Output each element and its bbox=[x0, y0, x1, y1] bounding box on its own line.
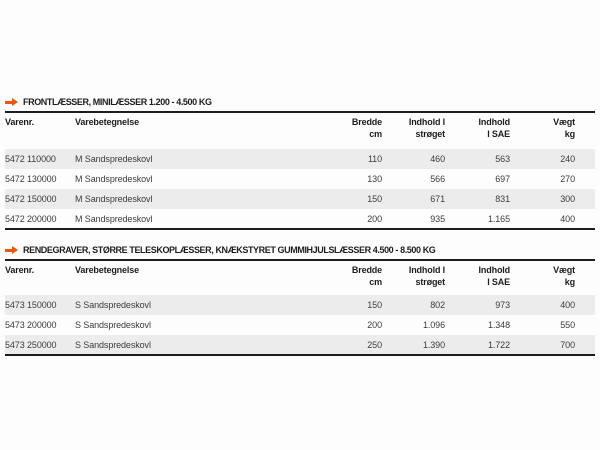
cell-vaegt: 550 bbox=[560, 320, 575, 330]
cell-varenr: 5472 110000 bbox=[5, 154, 56, 164]
arrow-right-icon bbox=[5, 246, 18, 255]
cell-indhold-sae: 1.348 bbox=[487, 320, 510, 330]
section-frontlaesser bbox=[5, 96, 595, 230]
cell-varebetegnelse: M Sandspredeskovl bbox=[75, 154, 153, 164]
cell-varebetegnelse: M Sandspredeskovl bbox=[75, 194, 153, 204]
cell-varenr: 5472 150000 bbox=[5, 194, 57, 204]
cell-indhold-sae: 563 bbox=[495, 154, 510, 164]
cell-varebetegnelse: S Sandspredeskovl bbox=[75, 320, 151, 330]
cell-indhold-stroget: 935 bbox=[430, 213, 445, 224]
cell-bredde: 200 bbox=[367, 320, 382, 330]
cell-varenr: 5473 200000 bbox=[5, 320, 57, 330]
cell-indhold-sae: 831 bbox=[495, 194, 510, 204]
col-header-indhold-sae: Indhold l SAE bbox=[478, 117, 510, 139]
cell-varebetegnelse: M Sandspredeskovl bbox=[75, 213, 153, 224]
cell-vaegt: 400 bbox=[560, 213, 575, 224]
cell-indhold-stroget: 460 bbox=[430, 154, 445, 164]
cell-indhold-stroget: 802 bbox=[430, 300, 445, 310]
table-header-row bbox=[5, 260, 595, 295]
table-row bbox=[5, 189, 595, 209]
table-body bbox=[5, 149, 595, 229]
col-header-varenr: Varenr. bbox=[5, 265, 34, 275]
col-header-indhold-sae: Indhold l SAE bbox=[478, 265, 510, 287]
cell-varenr: 5473 250000 bbox=[5, 339, 57, 350]
cell-varenr: 5473 150000 bbox=[5, 300, 57, 310]
table-row bbox=[5, 295, 595, 315]
section-title-text: FRONTLÆSSER, MINILÆSSER 1.200 - 4.500 KG bbox=[23, 97, 212, 107]
section-rendegraver bbox=[5, 244, 595, 356]
table-body bbox=[5, 295, 595, 355]
cell-vaegt: 240 bbox=[560, 154, 575, 164]
cell-indhold-stroget: 671 bbox=[430, 194, 445, 204]
cell-bredde: 110 bbox=[367, 154, 382, 164]
product-table-frontlaesser bbox=[5, 111, 595, 230]
cell-indhold-stroget: 1.390 bbox=[422, 339, 445, 350]
cell-varebetegnelse: S Sandspredeskovl bbox=[75, 300, 151, 310]
cell-vaegt: 300 bbox=[560, 194, 575, 204]
col-header-bredde: Bredde cm bbox=[351, 117, 382, 139]
cell-bredde: 130 bbox=[367, 174, 382, 184]
cell-bredde: 150 bbox=[367, 300, 382, 310]
table-row bbox=[5, 315, 595, 335]
cell-bredde: 150 bbox=[367, 194, 382, 204]
cell-vaegt: 270 bbox=[560, 174, 575, 184]
col-header-varenr: Varenr. bbox=[5, 117, 34, 127]
table-header bbox=[5, 112, 595, 149]
table-row bbox=[5, 169, 595, 189]
col-header-varebetegnelse: Varebetegnelse bbox=[75, 265, 139, 275]
cell-varenr: 5472 130000 bbox=[5, 174, 57, 184]
cell-indhold-sae: 973 bbox=[495, 300, 510, 310]
col-header-vaegt: Vægt kg bbox=[553, 117, 575, 139]
cell-vaegt: 400 bbox=[560, 300, 575, 310]
section-title-text: RENDEGRAVER, STØRRE TELESKOPLÆSSER, KNÆKSTYRET GUMMIHJULSLÆSSER 4.500 - 8.500 KG bbox=[23, 245, 436, 255]
cell-varebetegnelse: M Sandspredeskovl bbox=[75, 174, 153, 184]
col-header-indhold-stroget: Indhold l strøget bbox=[408, 117, 445, 139]
cell-indhold-sae: 697 bbox=[495, 174, 510, 184]
cell-bredde: 200 bbox=[367, 213, 382, 224]
col-header-indhold-stroget: Indhold l strøget bbox=[408, 265, 445, 287]
cell-indhold-sae: 1.165 bbox=[487, 213, 510, 224]
table-row bbox=[5, 149, 595, 169]
table-row bbox=[5, 335, 595, 355]
col-header-varebetegnelse: Varebetegnelse bbox=[75, 117, 139, 127]
arrow-right-icon bbox=[5, 98, 18, 107]
cell-varenr: 5472 200000 bbox=[5, 213, 57, 224]
cell-indhold-stroget: 566 bbox=[430, 174, 445, 184]
cell-indhold-stroget: 1.096 bbox=[422, 320, 445, 330]
cell-vaegt: 700 bbox=[560, 339, 575, 350]
cell-indhold-sae: 1.722 bbox=[487, 339, 510, 350]
section-title bbox=[5, 244, 595, 256]
table-header-row bbox=[5, 112, 595, 149]
section-title bbox=[5, 96, 595, 108]
col-header-vaegt: Vægt kg bbox=[553, 265, 575, 287]
cell-bredde: 250 bbox=[367, 339, 382, 350]
table-header bbox=[5, 260, 595, 295]
col-header-bredde: Bredde cm bbox=[351, 265, 382, 287]
cell-varebetegnelse: S Sandspredeskovl bbox=[75, 339, 151, 350]
product-table-rendegraver bbox=[5, 259, 595, 356]
table-row bbox=[5, 209, 595, 229]
